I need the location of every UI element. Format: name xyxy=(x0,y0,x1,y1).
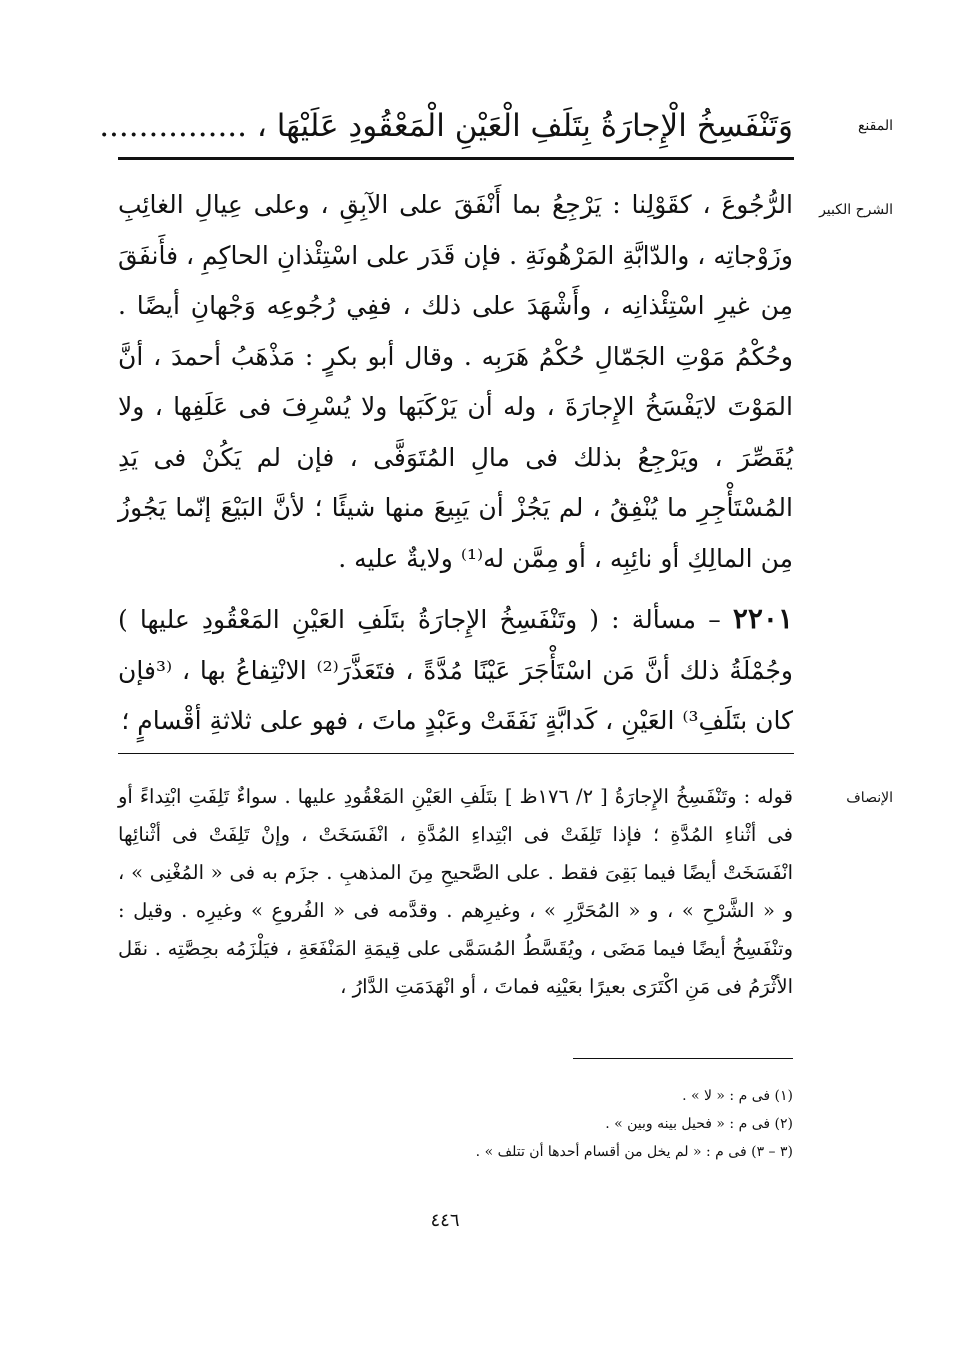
muqni-text: وَتَنْفَسِخُ الْإِجارَةُ بِتَلَفِ الْعَيْنِ الْمَعْقُودِ عَلَيْهَا ، ............... xyxy=(99,108,793,144)
insaf-text xyxy=(118,778,793,1006)
footnote-rule xyxy=(573,1058,793,1059)
issue-number: ٢٢٠١ xyxy=(732,602,793,635)
sharh-label: الشرح الكبير xyxy=(819,202,893,218)
footnote: (٢) فى م : « فحيل بينه وبين » . xyxy=(605,1116,793,1132)
footnote: (٣ – ٣) فى م : « لم يخل من أقسام أحدها أن تتلف » . xyxy=(475,1144,793,1160)
issue-text: – مسألة : ( وتَنْفَسِخُ الإِجارَةُ بتَلَفِ العَيْنِ المَعْقُودِ عليها ) وجُمْلَةُ ذلك أنَّ مَن اسْتَأْجَرَ عَيْنًا مُدَّةً ، فتَعَذَّرَ⁽²⁾ الانْتِفاعُ بها ، ⁽³فإن كان بتَلَفِ³⁾ العَيْنِ ، كَدابَّةٍ نَفَقَتْ وعَبْدٍ ماتَ ، فهو على ثلاثةِ أقْسامٍ ؛ xyxy=(118,605,793,735)
sharh-paragraph: الرُّجُوعَ ، كقَوْلِنا : يَرْجِعُ بما أَنْفَقَ على الآبِقِ ، وعلى عِيالِ الغائِبِ وزَوْجاتِه ، والدّابَّةِ المَرْهُونَةِ . فإن قَدَر على اسْتِئْذانِ الحاكِمِ ، فأَنفَقَ مِن غيرِ اسْتِئْذانِه ، وأَشْهَدَ على ذلك ، ففِي رُجُوعِه وَجْهانِ أيضًا . وحُكْمُ مَوْتِ الجَمّالِ حُكْمُ هَرَبِه . وقال أبو بكرٍ : مَذْهَبُ أحمدَ ، أنَّ المَوْتَ لايَفْسَخُ الإِجارَةَ ، وله أن يَرْكَبَها ولا يُسْرِفَ فى عَلَفِها ، ولا يُقَصِّرَ ، ويَرْجِعُ بذلك فى مالِ المُتَوَفَّى ، فإن لم يَكُنْ فى يَدِ المُسْتَأْجِرِ ما يُنْفِقُ ، لم يَجُزْ أن يَبِيعَ منها شيئًا ؛ لأنَّ البَيْعَ إنّما يَجُوزُ مِن المالِكِ أو نائِبِه ، أو مِمَّن له⁽¹⁾ ولايةٌ عليه . xyxy=(118,190,793,573)
page-number: ٤٤٦ xyxy=(430,1210,460,1231)
issue-paragraph xyxy=(118,594,793,747)
muqni-label: المقنع xyxy=(857,118,893,134)
sharh-text xyxy=(118,180,793,747)
footnote: (١) فى م : « لا » . xyxy=(682,1088,793,1104)
insaf-paragraph: قوله : وتَنْفَسِخُ الإِجارَةُ [ ٢/ ١٧٦ظ ] بتَلَفِ العَيْنِ المَعْقُودِ عليها . سواءٌ تَلِفَتِ ابْتِداءً أو فى أثْناءِ المُدَّةِ ؛ فإذا تَلِفَتْ فى ابْتِداءِ المُدَّةِ ، انْفَسَخَتْ ، وإنْ تَلِفَتْ فى أثْنائِها انْفَسَخَتْ أيضًا فيما بَقِىَ فقط . على الصَّحيحِ مِنَ المذهبِ . جزَم به فى « المُغْنِى » ، و « الشَّرْحِ » ، و « المُحَرَّرِ » ، وغيرِهم . وقدَّمه فى « الفُروعِ » وغيرِه . وقيل : وتنْفَسِخُ أيضًا فيما مَضَى ، ويُقَسَّطُ المُسَمَّى على قِيمَةِ المَنْفَعَةِ ، فيَلْزَمُه بحِصَّتِه . نقَل الأثْرَمُ فى مَنِ اكْتَرَى بعيرًا بعَيْنِه فماتَ ، أو انْهَدَمَتِ الدَّارُ ، xyxy=(118,785,793,998)
insaf-label: الإنصاف xyxy=(846,790,893,806)
footnotes xyxy=(330,1082,793,1166)
section-rule xyxy=(118,753,794,754)
header-rule xyxy=(118,157,794,160)
